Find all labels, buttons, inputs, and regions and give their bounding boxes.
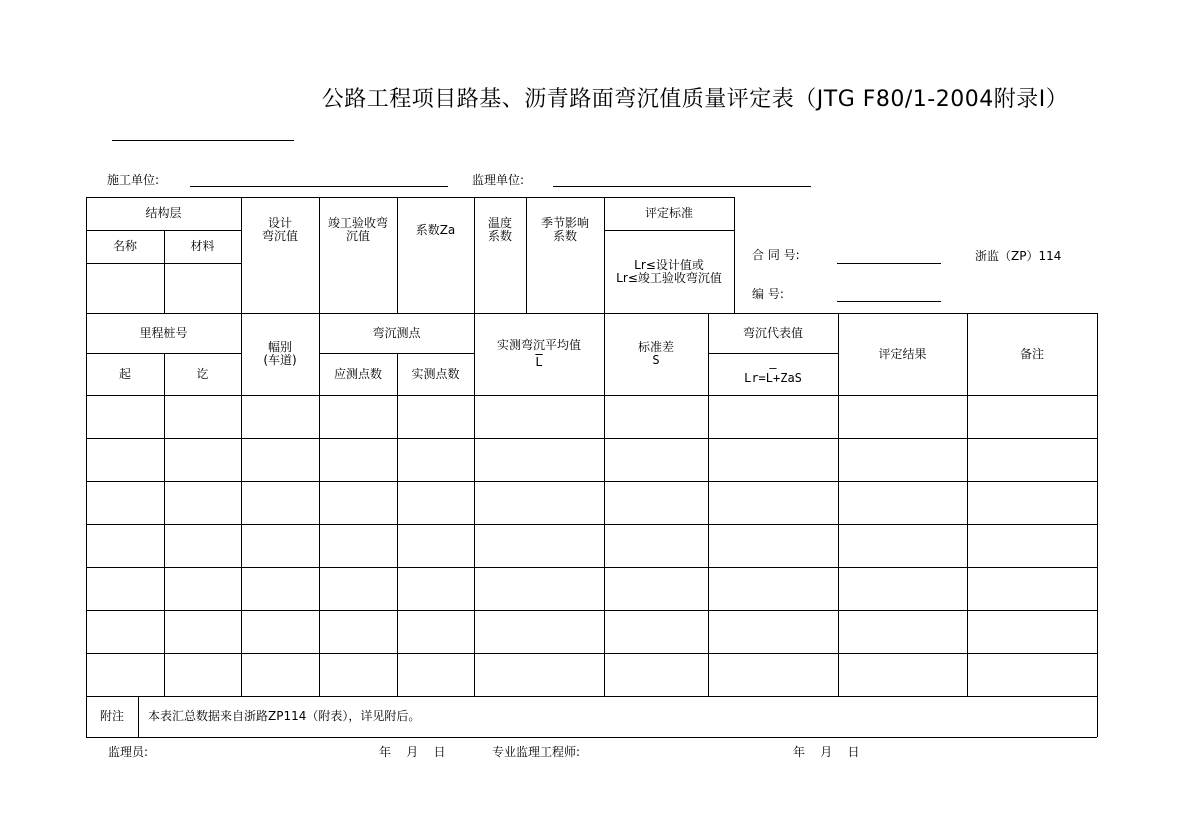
- criteria-header: 评定标准: [644, 206, 693, 220]
- result-header: 评定结果: [878, 346, 927, 361]
- required-points-header: 应测点数: [333, 366, 382, 381]
- mean-deflection-symbol: $\overline{L}$: [535, 355, 543, 369]
- mileage-to-header: 讫: [196, 366, 209, 381]
- std-dev-symbol: S: [652, 353, 660, 367]
- criteria-text: Lr≤设计值或 Lr≤竣工验收弯沉值: [616, 257, 722, 285]
- seasonal-coef-header: 季节影响 系数: [540, 216, 589, 243]
- page-title: 公路工程项目路基、沥青路面弯沉值质量评定表（JTG F80/1-2004附录I）: [321, 87, 1069, 112]
- design-deflection-header: 设计 弯沉值: [261, 216, 298, 243]
- temperature-coef-header: 温度 系数: [487, 216, 512, 243]
- remarks-header: 备注: [1019, 346, 1044, 361]
- note-label: 附注: [99, 709, 124, 723]
- title-underline: [112, 140, 294, 141]
- engineer-label: 专业监理工程师:: [492, 745, 581, 759]
- contract-no-field[interactable]: [837, 263, 941, 264]
- contract-no-label: 合 同 号:: [752, 248, 800, 262]
- supervision-unit-label: 监理单位:: [472, 173, 525, 187]
- representative-formula-cell: — Lr=L+ZaS: [744, 360, 802, 385]
- layer-material-header: 材料: [190, 239, 215, 253]
- completion-deflection-header: 竣工验收弯 沉值: [327, 216, 388, 243]
- date-label-2: 年 月 日: [793, 745, 860, 759]
- mileage-from-header: 起: [118, 366, 131, 381]
- representative-header: 弯沉代表值: [742, 325, 803, 340]
- mileage-header: 里程桩号: [139, 325, 188, 340]
- representative-formula: Lr=L+ZaS: [744, 370, 802, 385]
- date-label-1: 年 月 日: [379, 745, 446, 759]
- mean-deflection-header: [474, 313, 604, 395]
- mean-deflection-label: 实测弯沉平均值: [496, 338, 581, 352]
- actual-points-header: 实测点数: [411, 366, 460, 381]
- construction-unit-label: 施工单位:: [107, 173, 160, 187]
- supervisor-label: 监理员:: [108, 745, 149, 759]
- construction-unit-field[interactable]: [190, 186, 448, 187]
- supervision-unit-field[interactable]: [553, 186, 811, 187]
- std-dev-header: [604, 313, 708, 395]
- serial-no-label: 编 号:: [752, 287, 784, 301]
- width-lane-header: 幅别 (车道): [263, 340, 297, 367]
- std-dev-label: 标准差: [637, 340, 674, 354]
- serial-no-field[interactable]: [837, 301, 941, 302]
- structure-layer-header: 结构层: [145, 206, 182, 220]
- form-code: 浙监（ZP）114: [975, 249, 1062, 263]
- coefficient-za-header: 系数Za: [415, 222, 456, 237]
- layer-name-header: 名称: [112, 239, 137, 253]
- note-text: 本表汇总数据来自浙路ZP114（附表），详见附后。: [148, 709, 421, 723]
- test-points-header: 弯沉测点: [372, 325, 421, 340]
